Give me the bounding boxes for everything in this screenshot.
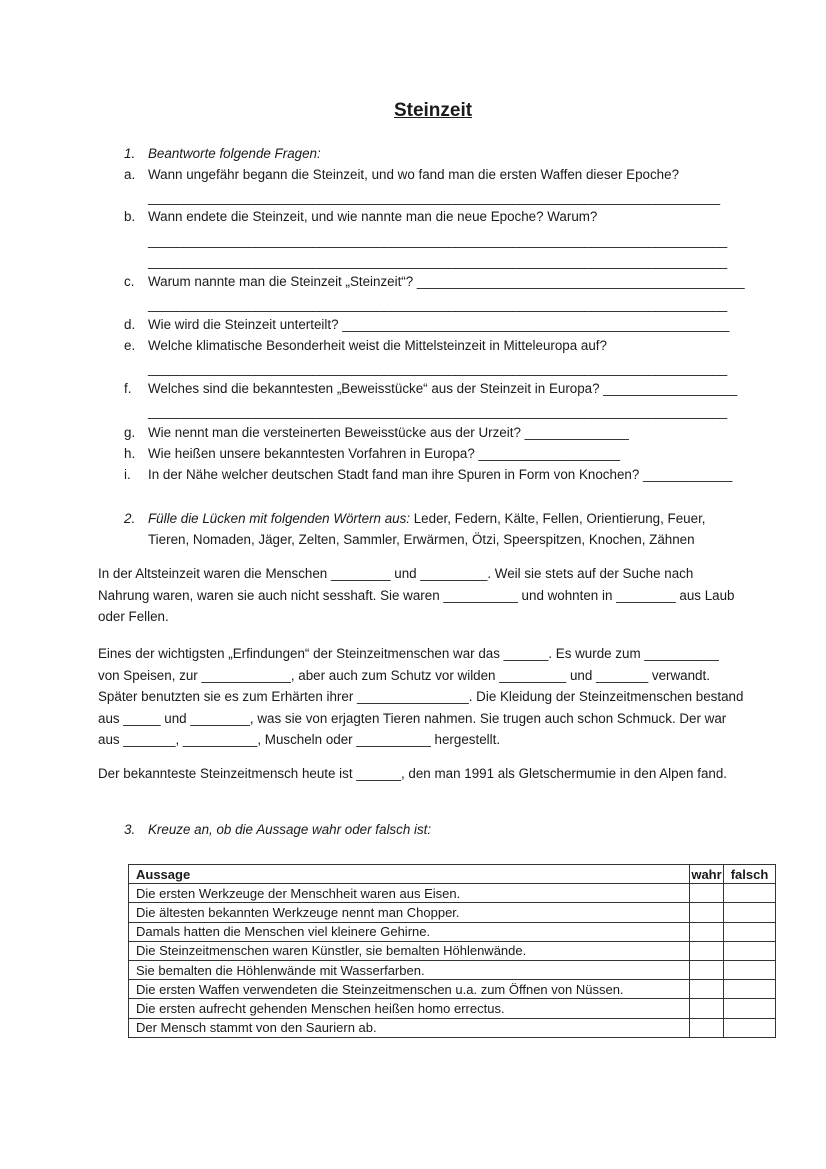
- wahr-checkbox-cell[interactable]: [690, 941, 724, 960]
- question-label-g: g.: [124, 425, 136, 440]
- wahr-checkbox-cell[interactable]: [690, 960, 724, 979]
- question-label-i: i.: [124, 467, 131, 482]
- cloze-line: Der bekannteste Steinzeitmensch heute ist ______, den man 1991 als Gletschermumie in den Alpen fand.: [98, 766, 728, 781]
- table-row: [129, 980, 776, 999]
- answer-line[interactable]: _________________________________________________________________________________: [148, 361, 727, 376]
- section-3-heading: Kreuze an, ob die Aussage wahr oder falsch ist:: [148, 822, 432, 837]
- wahr-checkbox-cell[interactable]: [690, 980, 724, 999]
- table-row: [129, 884, 776, 903]
- answer-line[interactable]: ________________________________________________________________________________: [148, 190, 720, 205]
- cloze-line: oder Fellen.: [98, 609, 169, 624]
- cloze-line: In der Altsteinzeit waren die Menschen ________ und _________. Weil sie stets auf der Suche nach: [98, 566, 694, 581]
- section-2-heading: Fülle die Lücken mit folgenden Wörtern aus:: [148, 511, 411, 526]
- statement-cell: Die ältesten bekannten Werkzeuge nennt man Chopper.: [129, 903, 690, 922]
- wahr-checkbox-cell[interactable]: [690, 922, 724, 941]
- statement-cell: Die ersten aufrecht gehenden Menschen heißen homo errectus.: [129, 999, 690, 1018]
- cloze-line: Nahrung waren, waren sie auch nicht sesshaft. Sie waren __________ und wohnten in ________ aus Laub: [98, 587, 735, 603]
- cloze-line: aus _____ und ________, was sie von erjagten Tieren nahmen. Sie trugen auch schon Schmuck. Der war: [98, 710, 727, 726]
- falsch-checkbox-cell[interactable]: [724, 941, 776, 960]
- wahr-checkbox-cell[interactable]: [690, 884, 724, 903]
- question-label-b: b.: [124, 209, 136, 224]
- section-1-heading: Beantworte folgende Fragen:: [148, 146, 321, 161]
- section-2-number: 2.: [124, 511, 136, 526]
- question-label-e: e.: [124, 338, 136, 353]
- table-row: [129, 922, 776, 941]
- statement-cell: Der Mensch stammt von den Sauriern ab.: [129, 1018, 690, 1037]
- word-bank-line-1: Leder, Federn, Kälte, Fellen, Orientierung, Feuer,: [410, 511, 706, 526]
- wahr-checkbox-cell[interactable]: [690, 999, 724, 1018]
- table-row: [129, 1018, 776, 1037]
- statement-cell: Sie bemalten die Höhlenwände mit Wasserfarben.: [129, 960, 690, 979]
- table-row: [129, 941, 776, 960]
- question-f: Welches sind die bekanntesten „Beweisstücke“ aus der Steinzeit in Europa? __________________: [148, 381, 738, 396]
- true-false-table: [128, 864, 776, 1038]
- table-row: [129, 960, 776, 979]
- question-d: Wie wird die Steinzeit unterteilt? ____________________________________________________: [148, 317, 730, 332]
- answer-line[interactable]: _________________________________________________________________________________: [148, 404, 727, 419]
- table-row: [129, 999, 776, 1018]
- question-a: Wann ungefähr begann die Steinzeit, und wo fand man die ersten Waffen dieser Epoche?: [148, 167, 680, 182]
- statement-cell: Damals hatten die Menschen viel kleinere Gehirne.: [129, 922, 690, 941]
- cloze-paragraph-2: [98, 643, 778, 751]
- header-aussage: Aussage: [129, 865, 690, 884]
- section-3-number: 3.: [124, 822, 136, 837]
- page-title: Steinzeit: [393, 100, 473, 121]
- falsch-checkbox-cell[interactable]: [724, 980, 776, 999]
- section-1-number: 1.: [124, 146, 136, 161]
- cloze-paragraph-1: [98, 563, 778, 628]
- table-row: [129, 903, 776, 922]
- question-i: In der Nähe welcher deutschen Stadt fand man ihre Spuren in Form von Knochen? ____________: [148, 467, 733, 482]
- question-label-a: a.: [124, 167, 136, 182]
- wahr-checkbox-cell[interactable]: [690, 1018, 724, 1037]
- falsch-checkbox-cell[interactable]: [724, 960, 776, 979]
- question-h: Wie heißen unsere bekanntesten Vorfahren in Europa? ___________________: [148, 446, 621, 461]
- cloze-line: aus _______, __________, Muscheln oder __________ hergestellt.: [98, 732, 501, 747]
- section-2-heading-line: [148, 511, 706, 527]
- header-wahr: wahr: [690, 865, 724, 884]
- wahr-checkbox-cell[interactable]: [690, 903, 724, 922]
- question-label-c: c.: [124, 274, 135, 289]
- answer-line[interactable]: _________________________________________________________________________________: [148, 254, 727, 269]
- statement-cell: Die Steinzeitmenschen waren Künstler, sie bemalten Höhlenwände.: [129, 941, 690, 960]
- word-bank-line-2: Tieren, Nomaden, Jäger, Zelten, Sammler, Erwärmen, Ötzi, Speerspitzen, Knochen, Zähnen: [148, 532, 695, 547]
- answer-line[interactable]: _________________________________________________________________________________: [148, 233, 727, 248]
- question-g: Wie nennt man die versteinerten Beweisstücke aus der Urzeit? ______________: [148, 425, 629, 440]
- answer-line[interactable]: _________________________________________________________________________________: [148, 297, 727, 312]
- table-header-row: [129, 865, 776, 884]
- question-e: Welche klimatische Besonderheit weist die Mittelsteinzeit in Mitteleuropa auf?: [148, 338, 607, 353]
- falsch-checkbox-cell[interactable]: [724, 999, 776, 1018]
- falsch-checkbox-cell[interactable]: [724, 903, 776, 922]
- falsch-checkbox-cell[interactable]: [724, 922, 776, 941]
- statement-cell: Die ersten Waffen verwendeten die Steinzeitmenschen u.a. zum Öffnen von Nüssen.: [129, 980, 690, 999]
- falsch-checkbox-cell[interactable]: [724, 1018, 776, 1037]
- statement-cell: Die ersten Werkzeuge der Menschheit waren aus Eisen.: [129, 884, 690, 903]
- cloze-line: Später benutzten sie es zum Erhärten ihrer _______________. Die Kleidung der Steinzeitmenschen bestand: [98, 689, 744, 704]
- cloze-line: von Speisen, zur ____________, aber auch zum Schutz vor wilden _________ und _______ verwandt.: [98, 667, 710, 683]
- falsch-checkbox-cell[interactable]: [724, 884, 776, 903]
- header-falsch: falsch: [724, 865, 776, 884]
- cloze-line: Eines der wichtigsten „Erfindungen“ der Steinzeitmenschen war das ______. Es wurde zum __________: [98, 646, 719, 661]
- question-label-h: h.: [124, 446, 136, 461]
- question-label-d: d.: [124, 317, 136, 332]
- question-b: Wann endete die Steinzeit, und wie nannte man die neue Epoche? Warum?: [148, 209, 598, 224]
- cloze-paragraph-3: [98, 763, 778, 785]
- question-label-f: f.: [124, 381, 132, 396]
- question-c: Warum nannte man die Steinzeit „Steinzeit“? ____________________________________________: [148, 274, 745, 289]
